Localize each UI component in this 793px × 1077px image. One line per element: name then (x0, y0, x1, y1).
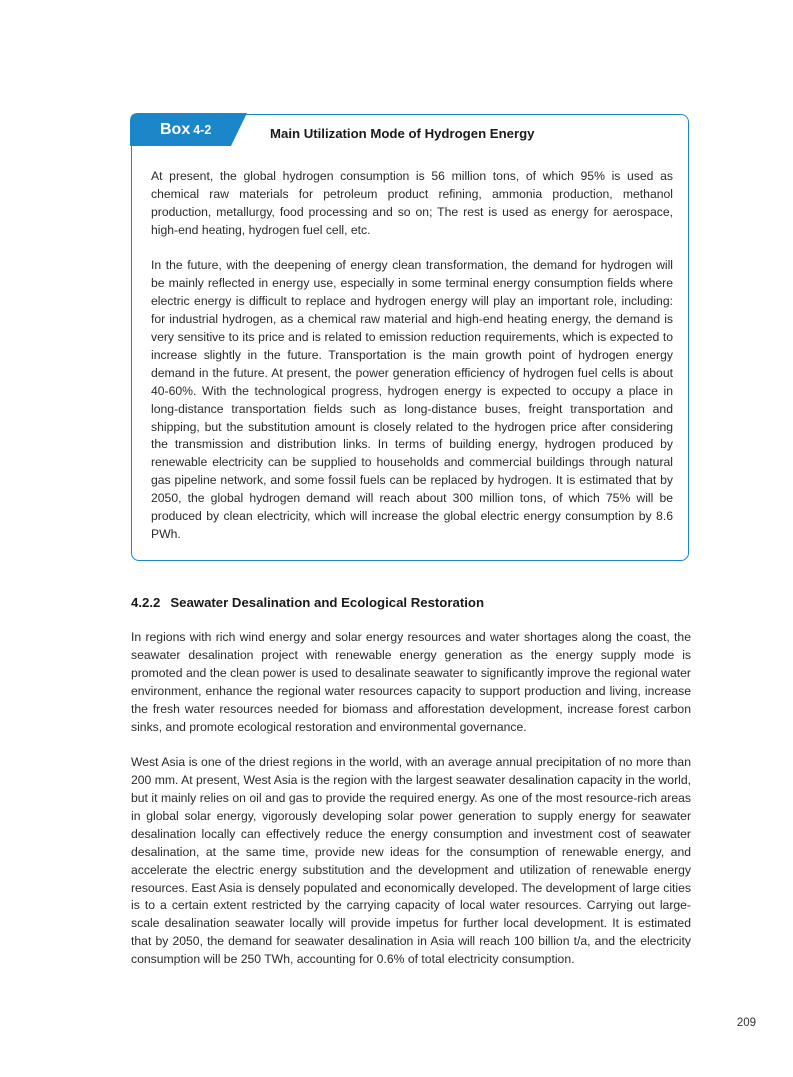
box-4-2 (131, 114, 689, 561)
section-title: Seawater Desalination and Ecological Restoration (170, 595, 484, 610)
section-number: 4.2.2 (131, 595, 161, 610)
box-title: Main Utilization Mode of Hydrogen Energy (270, 126, 535, 141)
box-label (160, 121, 211, 139)
section-paragraph-2: West Asia is one of the driest regions in the world, with an average annual precipitation of no more than 200 mm. At present, West Asia is the region with the largest seawater desalination capacity in the world, but it mainly relies on oil and gas to provide the required energy. As one of the most resource-rich areas in global solar energy, vigorously developing solar power generation to supply energy for seawater desalination locally can effectively reduce the energy consumption and investment cost of seawater desalination, at the same time, provide new ideas for the consumption of renewable energy, and accelerate the electric energy substitution and the development and utilization of renewable energy resources. East Asia is densely populated and economically developed. The development of large cities is to a certain extent restricted by the carrying capacity of local water resources. Carrying out large-scale desalination seawater locally will provide impetus for further local development. It is estimated that by 2050, the demand for seawater desalination in Asia will reach 100 billion t/a, and the electricity consumption will be 250 TWh, accounting for 0.6% of total electricity consumption. (131, 755, 692, 967)
box-label-text: Box (160, 121, 191, 138)
section-heading (131, 595, 484, 610)
section-paragraph-1: In regions with rich wind energy and solar energy resources and water shortages along the coast, the seawater desalination project with renewable energy generation as the energy supply mode is promoted and the clean power is used to desalinate seawater to significantly improve the regional water environment, enhance the regional water resources capacity to support production and living, increase the fresh water resources needed for biomass and afforestation development, increase forest carbon sinks, and promote ecological restoration and environmental governance. (131, 630, 691, 734)
box-paragraph-2: In the future, with the deepening of energy clean transformation, the demand for hydrogen will be mainly reflected in energy use, especially in some terminal energy consumption fields where electric energy is difficult to replace and hydrogen energy will play an important role, including: for industrial hydrogen, as a chemical raw material and high-end heating energy, the demand is very sensitive to its price and is related to emission reduction requirements, which is expected to increase slightly in the future. Transportation is the main growth point of hydrogen energy demand in the future. At present, the power generation efficiency of hydrogen fuel cells is about 40-60%. With the technological progress, hydrogen energy is expected to occupy a place in long-distance transportation fields such as long-distance buses, freight transportation and shipping, but the substitution amount is closely related to the hydrogen price after considering the transmission and distribution links. In terms of building energy, hydrogen produced by renewable electricity can be supplied to households and commercial buildings through natural gas pipeline network, and some fossil fuels can be replaced by hydrogen. It is estimated that by 2050, the global hydrogen demand will reach about 300 million tons, of which 75% will be produced by clean electricity, which will increase the global electric energy consumption by 8.6 PWh. (151, 258, 673, 542)
box-paragraph-1: At present, the global hydrogen consumption is 56 million tons, of which 95% is used as chemical raw materials for petroleum product refining, ammonia production, methanol production, metallurgy, food processing and so on; The rest is used as energy for aerospace, high-end heating, hydrogen fuel cell, etc. (151, 169, 673, 237)
page-number: 209 (736, 1017, 756, 1029)
box-body (151, 168, 673, 544)
box-number: 4-2 (193, 123, 212, 137)
section-body (131, 629, 691, 969)
